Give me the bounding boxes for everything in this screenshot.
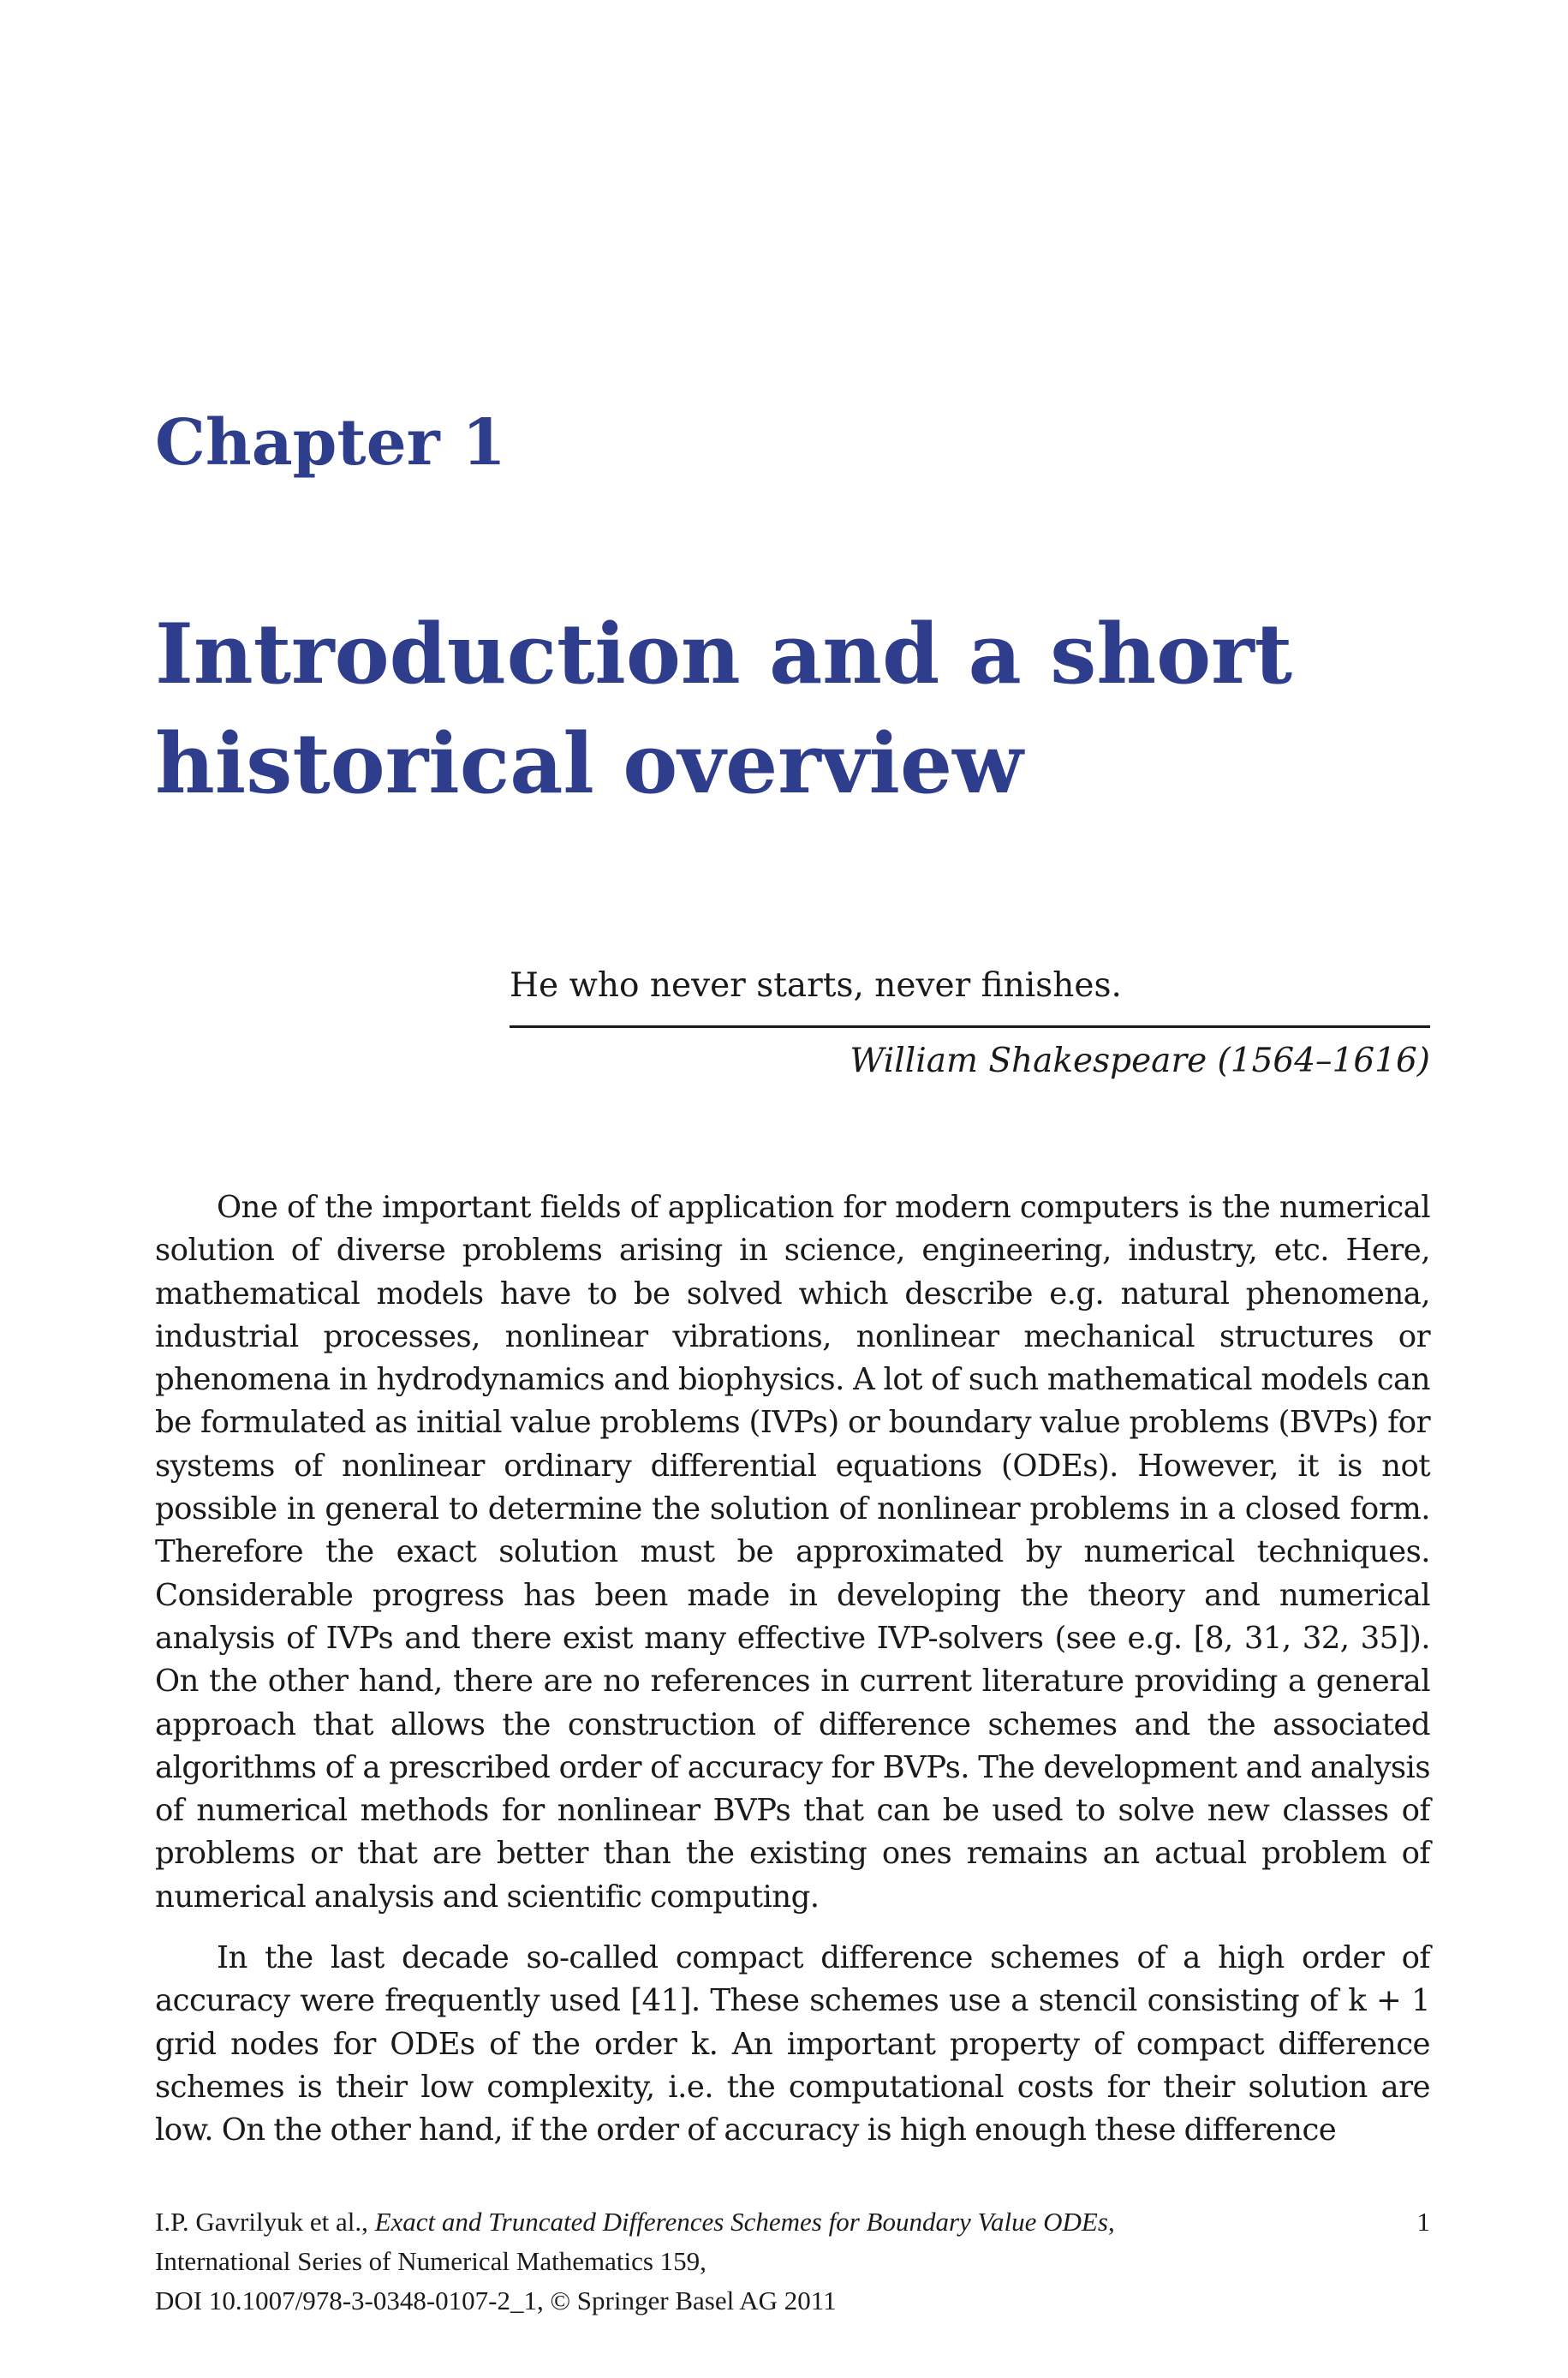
footer-doi: DOI 10.1007/978-3-0348-0107-2_1, © Springer Basel AG 2011 [155,2285,837,2315]
chapter-label: Chapter 1 [155,406,506,480]
footer-book-title-suffix: , [1107,2207,1115,2237]
chapter-title: Introduction and a short historical overview [155,606,1293,812]
page-number: 1 [1416,2207,1430,2237]
body-text [155,1186,1430,2153]
epigraph [510,959,1430,1087]
footer-book-title: Exact and Truncated Differences Schemes for Boundary Value ODEs [374,2207,1108,2237]
footer-authors: I.P. Gavrilyuk et al., [155,2207,375,2237]
epigraph-quote: He who never starts, never finishes. [510,966,1122,1005]
footer-series: International Series of Numerical Mathematics 159, [155,2246,706,2276]
page-footer [155,2202,1430,2321]
footer-first-row [155,2202,1430,2242]
body-paragraph-1: One of the important fields of application for modern computers is the numerical solution of diverse problems arising in science, engineering, industry, etc. Here, mathematical models have to be solved which describe e.g. natural phenomena, industrial processes, nonlinear vibrations, nonlinear mechanical structures or phenomena in hydrodynamics and biophysics. A lot of such mathematical models can be formulated as initial value problems (IVPs) or boundary value problems (BVPs) for systems of nonlinear ordinary differential equations (ODEs). However, it is not possible in general to determine the solution of nonlinear problems in a closed form. Therefore the exact solution must be approximated by numerical techniques. Considerable progress has been made in developing the theory and numerical analysis of IVPs and there exist many effective IVP-solvers (see e.g. [8, 31, 32, 35]). On the other hand, there are no references in current literature providing a general approach that allows the construction of difference schemes and the associated algorithms of a prescribed order of accuracy for BVPs. The development and analysis of numerical methods for nonlinear BVPs that can be used to solve new classes of problems or that are better than the existing ones remains an actual problem of numerical analysis and scientific computing. [155,1190,1430,1915]
epigraph-author: William Shakespeare (1564–1616) [850,1042,1430,1080]
footer-citation [155,2202,1115,2242]
epigraph-divider [510,1025,1430,1028]
body-paragraph-2: In the last decade so-called compact difference schemes of a high order of accuracy were frequently used [41]. These schemes use a stencil consisting of k + 1 grid nodes for ODEs of the order k. An important property of compact difference schemes is their low complexity, i.e. the computational costs for their solution are low. On the other hand, if the order of accuracy is high enough these difference [155,1940,1430,2148]
